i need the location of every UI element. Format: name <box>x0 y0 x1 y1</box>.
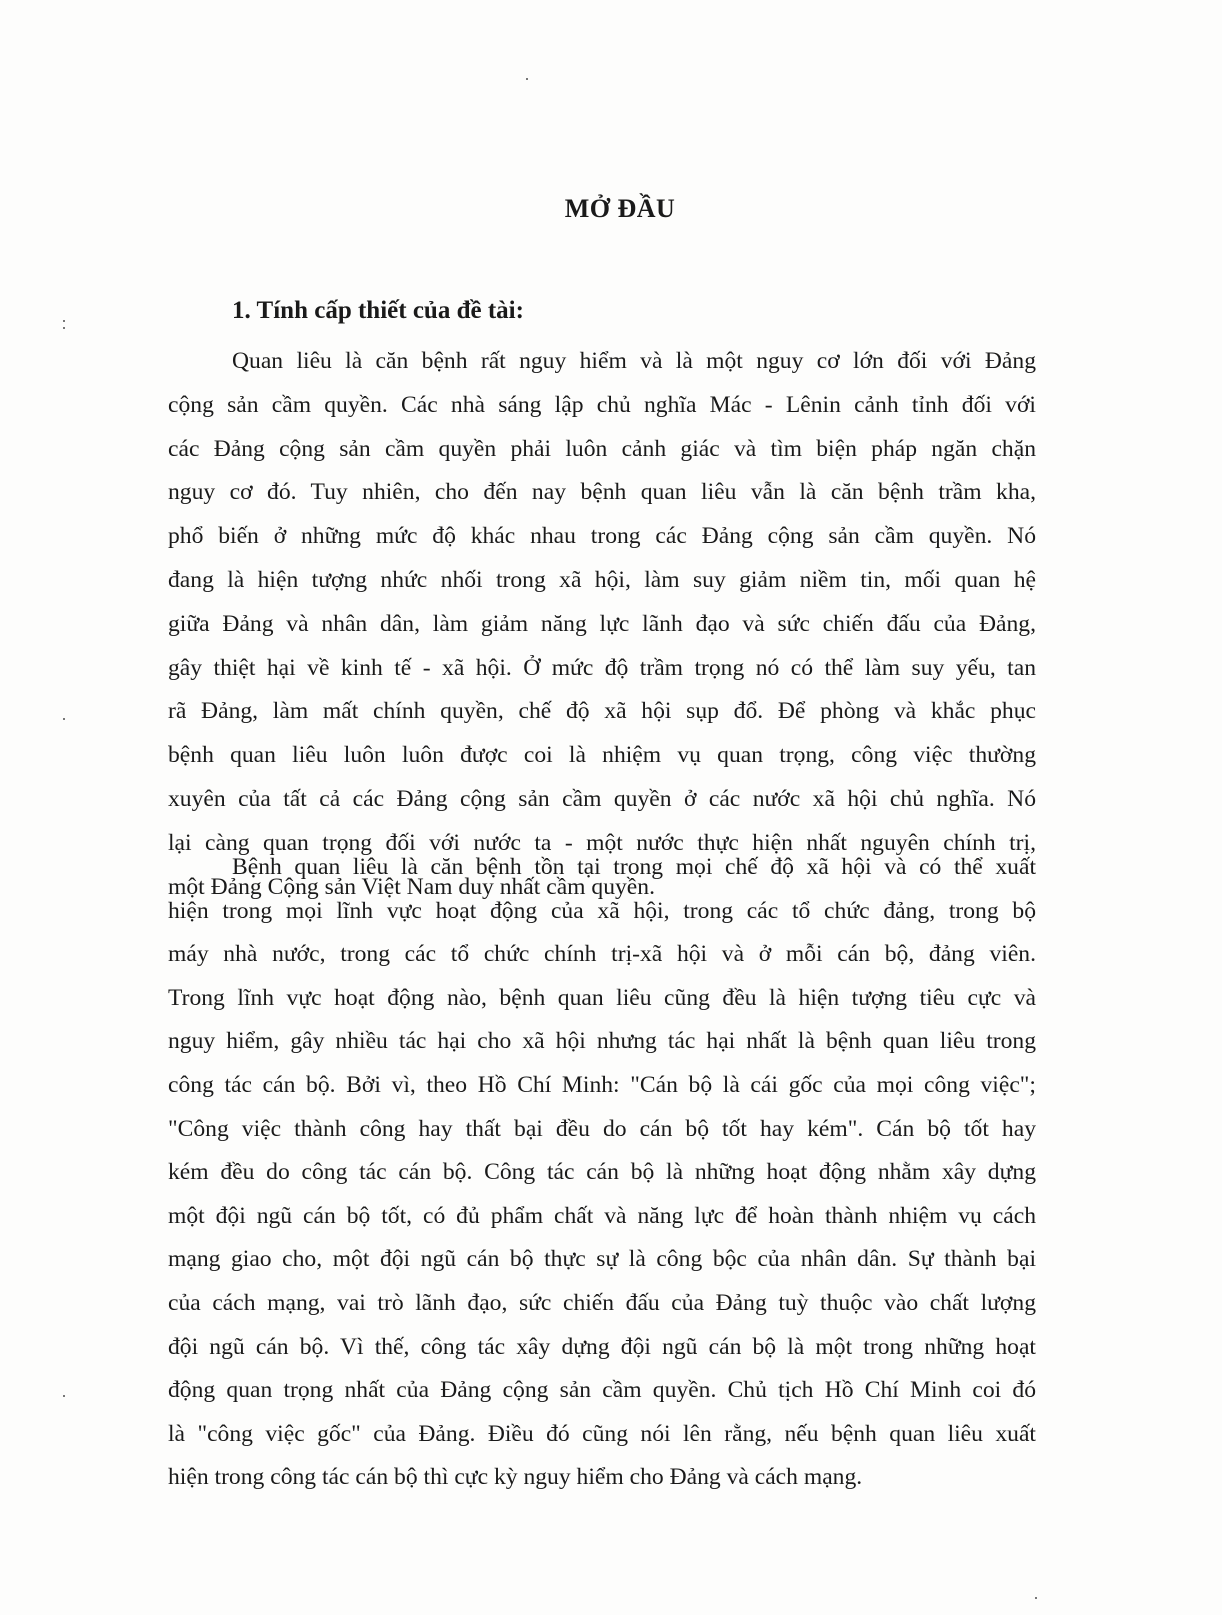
text-line: giữa Đảng và nhân dân, làm giảm năng lực lãnh đạo và sức chiến đấu của Đảng, <box>168 610 1036 637</box>
text-line: Quan liêu là căn bệnh rất nguy hiểm và là một nguy cơ lớn đối với Đảng <box>232 348 1036 374</box>
text-line: đang là hiện tượng nhức nhối trong xã hội, làm suy giảm niềm tin, mối quan hệ <box>168 566 1036 593</box>
text-line: động quan trọng nhất của Đảng cộng sản cầm quyền. Chủ tịch Hồ Chí Minh coi đó <box>168 1377 1036 1404</box>
text-line: rã Đảng, làm mất chính quyền, chế độ xã hội sụp đổ. Để phòng và khắc phục <box>168 698 1036 725</box>
text-line: của cách mạng, vai trò lãnh đạo, sức chiến đấu của Đảng tuỳ thuộc vào chất lượng <box>168 1289 1036 1316</box>
scan-speck <box>63 320 65 322</box>
text-line: hiện trong mọi lĩnh vực hoạt động của xã hội, trong các tổ chức đảng, trong bộ <box>168 897 1036 924</box>
text-line: phổ biến ở những mức độ khác nhau trong các Đảng cộng sản cầm quyền. Nó <box>168 523 1036 550</box>
text-line: "Công việc thành công hay thất bại đều do cán bộ tốt hay kém". Cán bộ tốt hay <box>168 1115 1036 1142</box>
text-line: mạng giao cho, một đội ngũ cán bộ thực sự là công bộc của nhân dân. Sự thành bại <box>168 1246 1036 1273</box>
scan-speck <box>63 718 65 720</box>
text-line: nguy hiểm, gây nhiều tác hại cho xã hội nhưng tác hại nhất là bệnh quan liêu trong <box>168 1028 1036 1055</box>
text-line: lại càng quan trọng đối với nước ta - một nước thực hiện nhất nguyên chính trị, <box>168 829 1036 856</box>
scan-speck <box>63 1395 65 1397</box>
section-title: 1. Tính cấp thiết của đề tài: <box>232 297 524 324</box>
text-line: xuyên của tất cả các Đảng cộng sản cầm quyền ở các nước xã hội chủ nghĩa. Nó <box>168 785 1036 812</box>
text-line: gây thiệt hại về kinh tế - xã hội. Ở mức độ trầm trọng nó có thể làm suy yếu, tan <box>168 654 1036 681</box>
text-line: kém đều do công tác cán bộ. Công tác cán bộ là những hoạt động nhằm xây dựng <box>168 1159 1036 1186</box>
text-line: nguy cơ đó. Tuy nhiên, cho đến nay bệnh quan liêu vẫn là căn bệnh trầm kha, <box>168 479 1036 506</box>
scan-speck <box>63 327 65 329</box>
text-line: công tác cán bộ. Bởi vì, theo Hồ Chí Minh: "Cán bộ là cái gốc của mọi công việc"; <box>168 1071 1036 1098</box>
page-heading: MỞ ĐẦU <box>564 194 676 223</box>
scan-speck <box>1035 1597 1037 1599</box>
paragraph-1 <box>168 340 1036 909</box>
text-line: là "công việc gốc" của Đảng. Điều đó cũng nói lên rằng, nếu bệnh quan liêu xuất <box>168 1420 1036 1447</box>
text-line: Bệnh quan liêu là căn bệnh tồn tại trong mọi chế độ xã hội và có thể xuất <box>232 854 1036 880</box>
text-line: các Đảng cộng sản cầm quyền phải luôn cảnh giác và tìm biện pháp ngăn chặn <box>168 435 1036 462</box>
text-line: Trong lĩnh vực hoạt động nào, bệnh quan liêu cũng đều là hiện tượng tiêu cực và <box>168 984 1036 1011</box>
text-line: hiện trong công tác cán bộ thì cực kỳ nguy hiểm cho Đảng và cách mạng. <box>168 1464 863 1491</box>
text-line: cộng sản cầm quyền. Các nhà sáng lập chủ nghĩa Mác - Lênin cảnh tỉnh đối với <box>168 391 1036 418</box>
text-line: đội ngũ cán bộ. Vì thế, công tác xây dựng đội ngũ cán bộ là một trong những hoạt <box>168 1333 1036 1360</box>
text-line: một Đảng Cộng sản Việt Nam duy nhất cầm quyền. <box>168 873 655 900</box>
text-line: một đội ngũ cán bộ tốt, có đủ phẩm chất và năng lực để hoàn thành nhiệm vụ cách <box>168 1202 1036 1229</box>
paragraph-2 <box>168 846 1036 1500</box>
text-line: bệnh quan liêu luôn luôn được coi là nhiệm vụ quan trọng, công việc thường <box>168 742 1036 769</box>
text-line: máy nhà nước, trong các tổ chức chính trị-xã hội và ở mỗi cán bộ, đảng viên. <box>168 941 1036 968</box>
scan-speck <box>526 78 528 80</box>
